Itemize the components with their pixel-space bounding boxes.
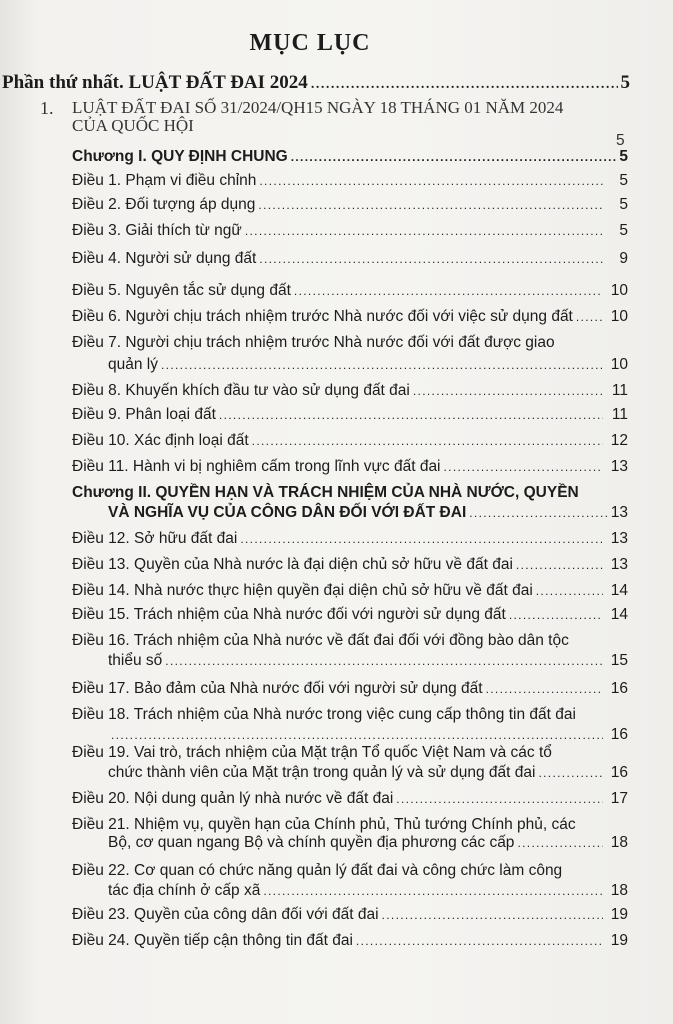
toc-entry-label: Điều 1. Phạm vi điều chỉnh [72, 172, 257, 189]
toc-page-number: 10 [610, 356, 628, 373]
toc-leader [252, 432, 603, 450]
toc-entry-label: Điều 8. Khuyến khích đầu tư vào sử dụng đất đai [72, 382, 410, 399]
toc-page-number: 13 [610, 556, 628, 573]
toc-entry-label: Điều 15. Trách nhiệm của Nhà nước đối với người sử dụng đất [72, 606, 506, 623]
toc-page-number: 5 [619, 196, 628, 213]
toc-leader [263, 882, 603, 900]
toc-entry-label: Điều 21. Nhiệm vụ, quyền hạn của Chính phủ, Thủ tướng Chính phủ, các [72, 816, 576, 833]
toc-entry[interactable] [72, 196, 628, 214]
toc-leader [291, 148, 617, 166]
toc-page-number: 13 [610, 504, 628, 521]
toc-entry-label: Điều 10. Xác định loại đất [72, 432, 249, 449]
toc-leader [245, 222, 603, 240]
toc-entry-label: Điều 22. Cơ quan có chức năng quản lý đất đai và công chức làm công [72, 862, 563, 879]
toc-page-number: 16 [610, 726, 628, 743]
toc-leader [516, 556, 603, 574]
toc-entry-line2 [108, 726, 628, 744]
toc-page-number: 18 [610, 882, 628, 899]
toc-page-number: 14 [610, 582, 628, 599]
toc-page-number: 12 [610, 432, 628, 449]
toc-entry-line2 [108, 882, 628, 900]
toc-leader [538, 764, 603, 782]
toc-entry-label: Điều 4. Người sử dụng đất [72, 250, 257, 267]
toc-entry[interactable] [72, 458, 628, 476]
toc-entry-label-cont: quản lý [108, 356, 158, 373]
toc-entry[interactable] [72, 406, 628, 424]
toc-chapter-label: Chương I. QUY ĐỊNH CHUNG [72, 148, 288, 165]
toc-entry-line2 [108, 652, 628, 670]
toc-page-number: 10 [610, 282, 628, 299]
toc-entry-line2 [108, 356, 628, 374]
toc-entry[interactable] [72, 932, 628, 950]
toc-entry-label: Điều 3. Giải thích từ ngữ [72, 222, 242, 239]
toc-entry-label: Điều 17. Bảo đảm của Nhà nước đối với người sử dụng đất [72, 680, 483, 697]
toc-page-number: 5 [619, 148, 628, 165]
toc-part-heading[interactable] [2, 72, 630, 94]
toc-entry-label: Điều 2. Đối tượng áp dụng [72, 196, 256, 213]
toc-entry[interactable] [72, 556, 628, 574]
toc-leader [517, 834, 603, 852]
toc-entry-line2 [108, 764, 628, 782]
toc-leader [382, 906, 603, 924]
toc-law-number: 1. [40, 98, 54, 118]
toc-page-number: 11 [611, 382, 628, 399]
toc-leader [240, 530, 603, 548]
page-title: MỤC LỤC [249, 30, 371, 56]
toc-entry-label: Điều 16. Trách nhiệm của Nhà nước về đất đai đối với đồng bào dân tộc [72, 632, 569, 649]
toc-entry-label: Điều 7. Người chịu trách nhiệm trước Nhà nước đối với đất được giao [72, 334, 555, 351]
toc-entry[interactable] [72, 582, 628, 600]
toc-leader [111, 726, 603, 744]
toc-entry[interactable] [72, 790, 628, 808]
toc-page-number: 19 [610, 906, 628, 923]
toc-entry[interactable] [72, 250, 628, 268]
toc-page-number: 16 [610, 680, 628, 697]
toc-page-number: 18 [610, 834, 628, 851]
toc-entry-label: Điều 5. Nguyên tắc sử dụng đất [72, 282, 291, 299]
toc-entry[interactable] [72, 432, 628, 450]
toc-leader [356, 932, 603, 950]
toc-leader [509, 606, 603, 624]
toc-page-number: 5 [616, 132, 625, 149]
toc-leader [469, 504, 608, 522]
toc-page-number: 5 [619, 222, 628, 239]
toc-entry-label-cont: tác địa chính ở cấp xã [108, 882, 261, 899]
toc-entry-label: Điều 6. Người chịu trách nhiệm trước Nhà nước đối với việc sử dụng đất [72, 308, 573, 325]
toc-entry-label: Điều 19. Vai trò, trách nhiệm của Mặt trận Tổ quốc Việt Nam và các tổ [72, 744, 552, 761]
toc-leader [444, 458, 603, 476]
toc-entry-label-cont: Bộ, cơ quan ngang Bộ và chính quyền địa phương các cấp [108, 834, 515, 851]
toc-entry-line2 [108, 834, 628, 852]
toc-leader [396, 790, 603, 808]
toc-entry-label: Điều 11. Hành vi bị nghiêm cấm trong lĩnh vực đất đai [72, 458, 441, 475]
toc-page-number: 10 [610, 308, 628, 325]
toc-chapter-label-cont: VÀ NGHĨA VỤ CỦA CÔNG DÂN ĐỐI VỚI ĐẤT ĐAI [108, 504, 467, 521]
toc-leader [219, 406, 603, 424]
toc-entry[interactable] [72, 282, 628, 300]
toc-entry-label-cont: thiểu số [108, 652, 163, 669]
toc-entry[interactable] [72, 172, 628, 190]
toc-leader [165, 652, 603, 670]
toc-entry[interactable] [72, 222, 628, 240]
toc-law-title-line1: LUẬT ĐẤT ĐAI SỐ 31/2024/QH15 NGÀY 18 THÁNG 01 NĂM 2024 [72, 98, 564, 117]
toc-entry-label: Điều 13. Quyền của Nhà nước là đại diện chủ sở hữu về đất đai [72, 556, 513, 573]
toc-entry-label: Điều 24. Quyền tiếp cận thông tin đất đai [72, 932, 353, 949]
toc-leader [259, 250, 603, 268]
toc-entry[interactable] [72, 906, 628, 924]
toc-entry-label: Điều 9. Phân loại đất [72, 406, 216, 423]
toc-entry[interactable] [72, 680, 628, 698]
toc-part-label: Phần thứ nhất. LUẬT ĐẤT ĐAI 2024 [2, 72, 308, 93]
toc-entry-label: Điều 20. Nội dung quản lý nhà nước về đất đai [72, 790, 394, 807]
toc-page-number: 14 [610, 606, 628, 623]
toc-page-number: 15 [610, 652, 628, 669]
toc-leader [259, 172, 603, 190]
toc-leader [161, 356, 603, 374]
toc-page-number: 16 [610, 764, 628, 781]
toc-leader [576, 308, 603, 326]
toc-page-number: 17 [610, 790, 628, 807]
toc-law-title-line2: CỦA QUỐC HỘI [72, 116, 194, 135]
toc-page-number: 13 [610, 530, 628, 547]
toc-leader [258, 196, 603, 214]
toc-page-number: 5 [620, 72, 630, 93]
toc-entry-label: Điều 12. Sở hữu đất đai [72, 530, 238, 547]
toc-chapter-line2 [108, 504, 628, 522]
toc-entry-label: Điều 23. Quyền của công dân đối với đất đai [72, 906, 379, 923]
toc-leader [486, 680, 603, 698]
toc-leader [294, 282, 603, 300]
toc-page-number: 19 [610, 932, 628, 949]
toc-entry-label: Điều 18. Trách nhiệm của Nhà nước trong việc cung cấp thông tin đất đai [72, 706, 576, 723]
toc-page-number: 9 [619, 250, 628, 267]
toc-leader [413, 382, 603, 400]
toc-entry[interactable] [72, 606, 628, 624]
toc-entry[interactable] [72, 382, 628, 400]
toc-chapter-label: Chương II. QUYỀN HẠN VÀ TRÁCH NHIỆM CỦA NHÀ NƯỚC, QUYỀN [72, 484, 579, 501]
toc-page-number: 13 [610, 458, 628, 475]
toc-leader [311, 72, 618, 94]
toc-entry[interactable] [72, 530, 628, 548]
toc-page-number: 11 [611, 406, 628, 423]
toc-entry-label: Điều 14. Nhà nước thực hiện quyền đại diện chủ sở hữu về đất đai [72, 582, 533, 599]
toc-entry-label-cont: chức thành viên của Mặt trận trong quản lý và sử dụng đất đai [108, 764, 536, 781]
toc-page-number: 5 [619, 172, 628, 189]
toc-leader [536, 582, 603, 600]
toc-chapter-1[interactable] [72, 148, 628, 166]
toc-entry[interactable] [72, 308, 628, 326]
